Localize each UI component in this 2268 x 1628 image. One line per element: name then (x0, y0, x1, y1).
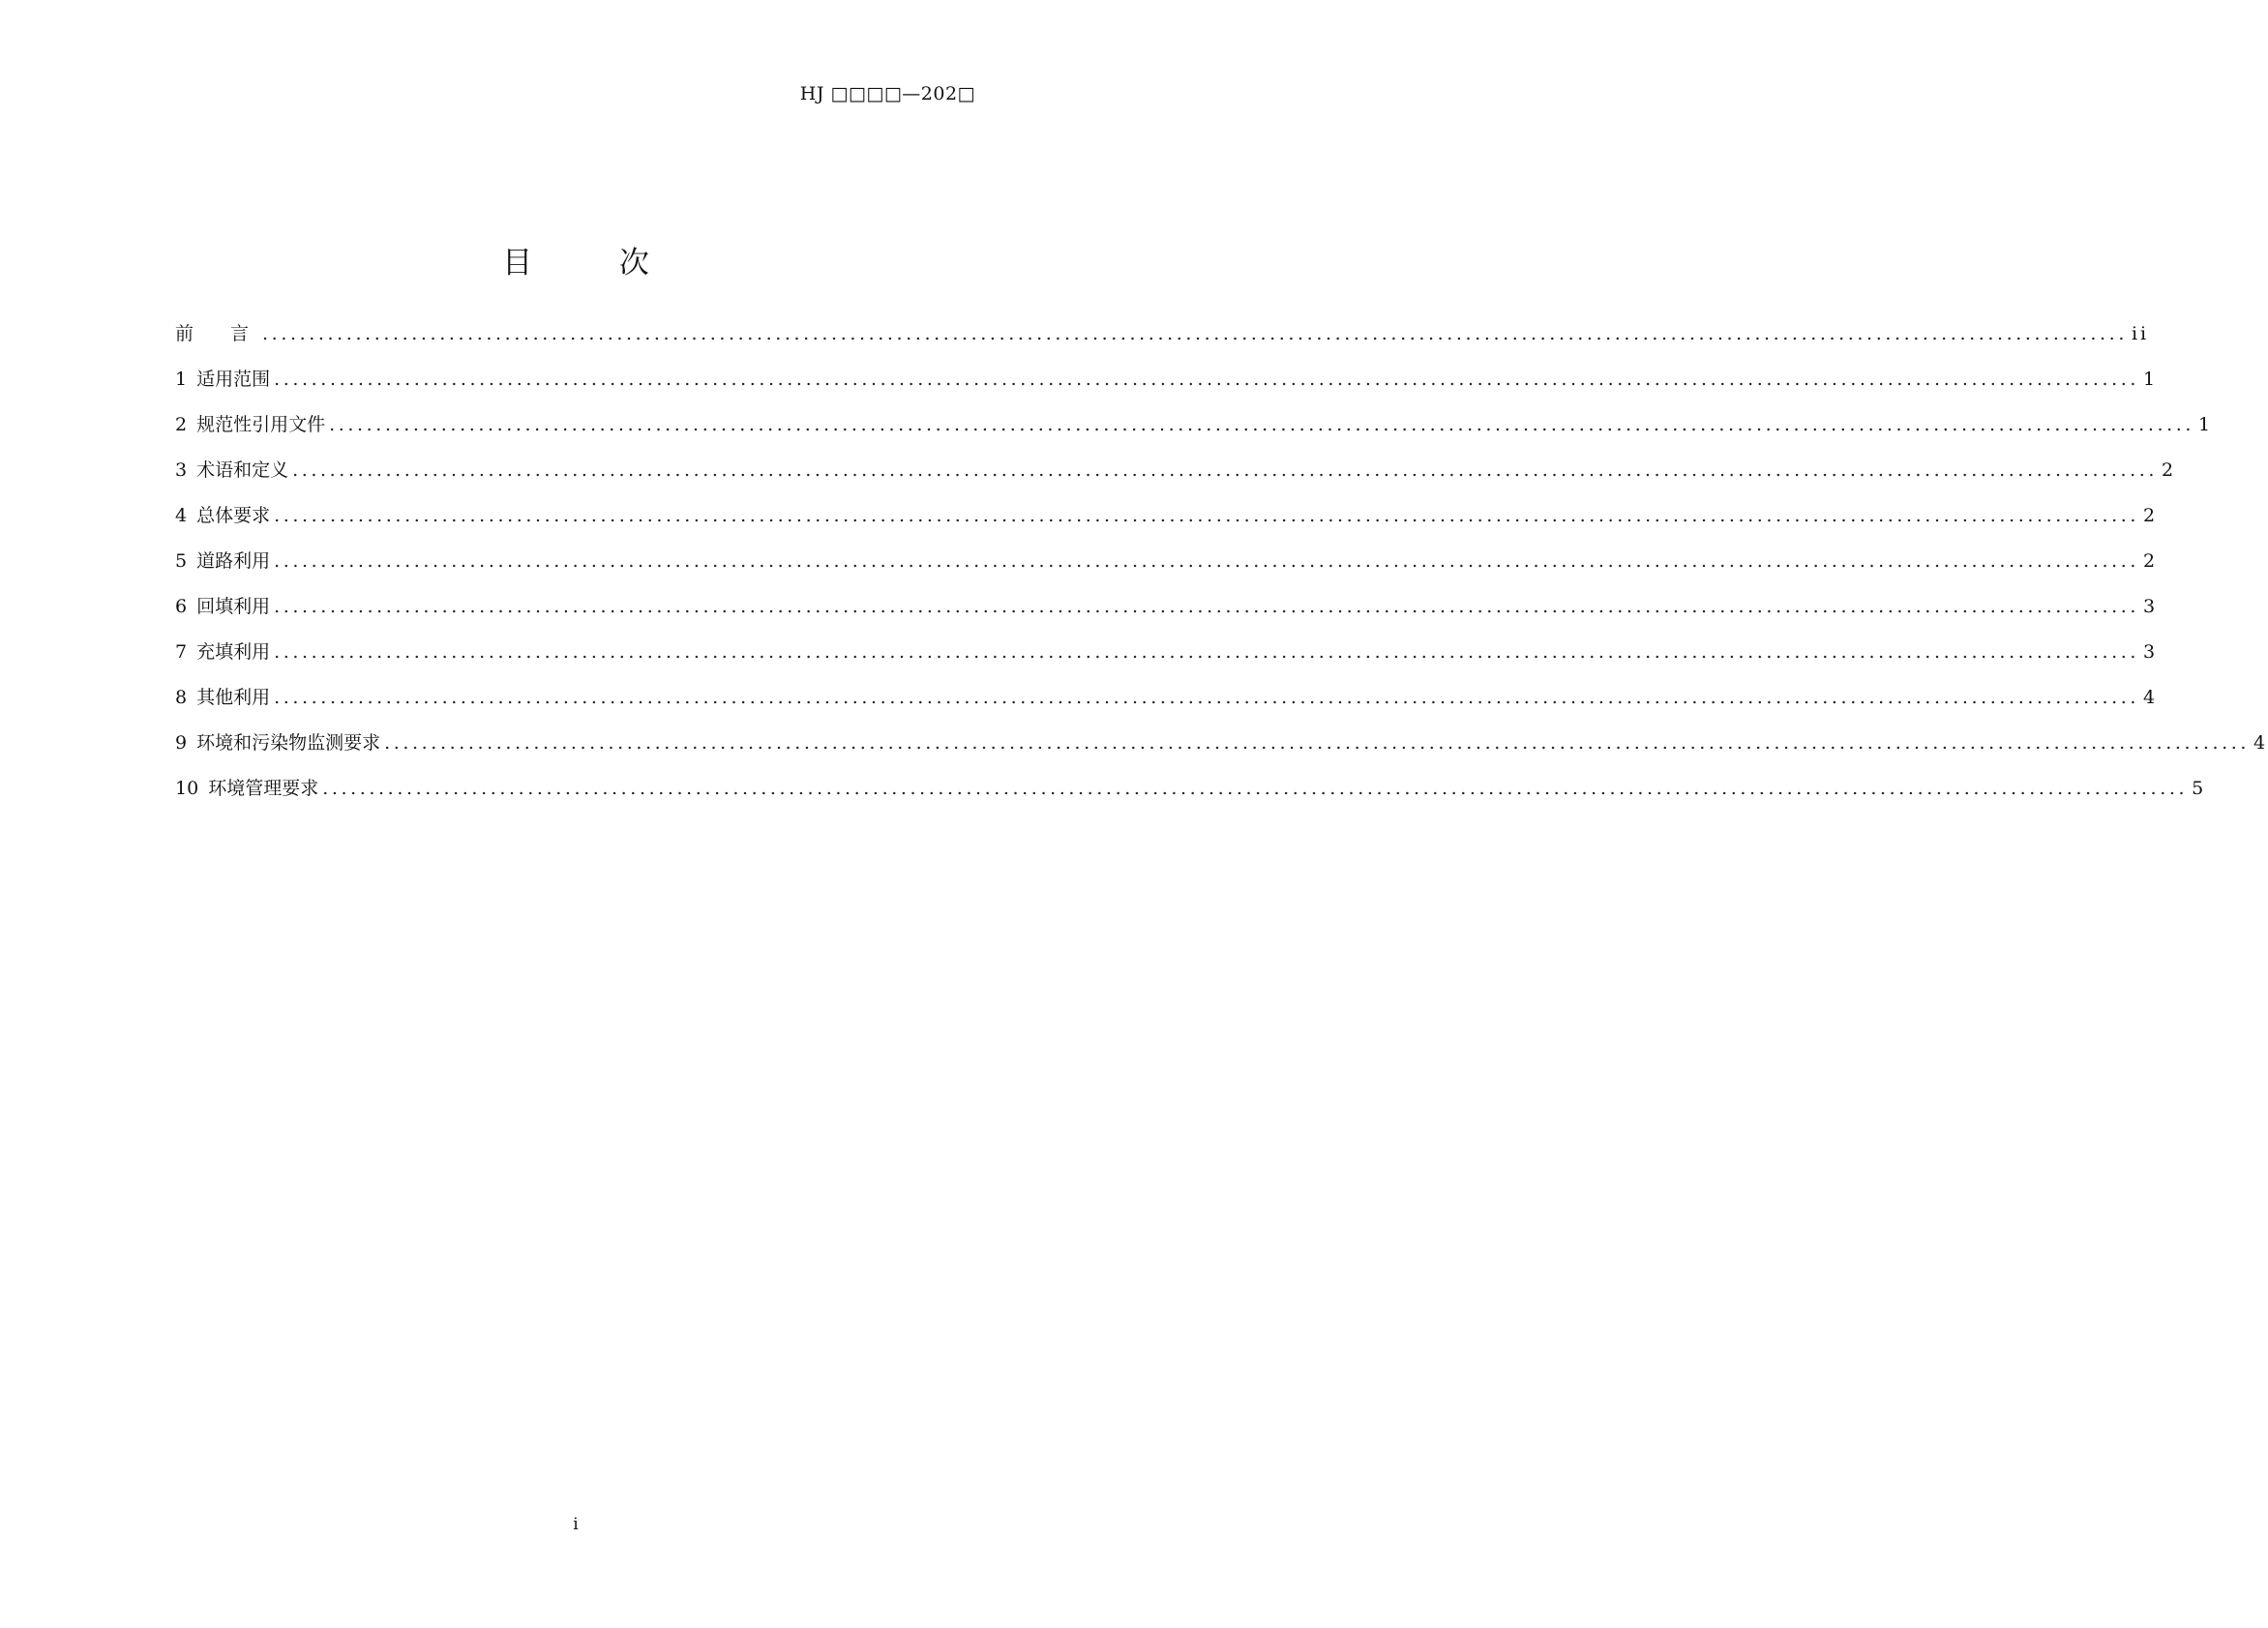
toc-entry-number: 10 (175, 778, 199, 799)
toc-entry-9[interactable] (175, 728, 2268, 774)
toc-entry-page: 5 (2192, 778, 2207, 799)
toc-entry-number: 6 (175, 596, 188, 617)
toc-entry-label: 道路利用 (196, 550, 271, 572)
toc-entry-label: 术语和定义 (196, 459, 289, 481)
toc-entry-preface[interactable] (175, 319, 2150, 365)
toc-entry-label: 规范性引用文件 (196, 414, 326, 435)
toc-leader-dots: ........................................................................................................................................................................................................ (274, 641, 2140, 663)
toc-entry-label: 适用范围 (196, 369, 271, 390)
toc-entry-page: 1 (2198, 414, 2214, 435)
toc-leader-dots: ........................................................................................................................................................................................................ (322, 778, 2189, 799)
toc-leader-dots: ........................................................................................................................................................................................................ (274, 369, 2140, 390)
toc-leader-dots: ........................................................................................................................................................................................................ (384, 732, 2251, 754)
toc-entry-page: ii (2131, 323, 2150, 344)
toc-leader-dots: ........................................................................................................................................................................................................ (274, 550, 2140, 572)
toc-entry-6[interactable] (175, 592, 2159, 637)
toc-entry-page: 2 (2143, 505, 2159, 526)
toc-entry-page: 3 (2143, 596, 2159, 617)
toc-entry-number: 9 (175, 732, 188, 754)
toc-entry-1[interactable] (175, 365, 2159, 410)
toc-entry-7[interactable] (175, 637, 2159, 683)
toc-leader-dots: ........................................................................................................................................................................................................ (274, 687, 2140, 708)
page-number: i (573, 1515, 579, 1534)
toc-leader-dots: ........................................................................................................................................................................................................ (292, 459, 2159, 481)
toc-entry-label: 前 言 (175, 323, 265, 344)
toc-entry-2[interactable] (175, 410, 2214, 456)
toc-leader-dots: ........................................................................................................................................................................................................ (274, 596, 2140, 617)
toc-leader-dots: ........................................................................................................................................................................................................ (329, 414, 2195, 435)
toc-entry-number: 7 (175, 641, 188, 663)
toc-entry-label: 其他利用 (196, 687, 271, 708)
toc-entry-label: 充填利用 (196, 641, 271, 663)
toc-list (175, 319, 2268, 819)
toc-entry-number: 3 (175, 459, 188, 481)
toc-entry-page: 4 (2253, 732, 2268, 754)
standard-code: HJ □□□□—202□ (799, 83, 975, 104)
toc-entry-label: 环境和污染物监测要求 (196, 732, 381, 754)
toc-leader-dots: ........................................................................................................................................................................................................ (262, 323, 2128, 344)
toc-entry-number: 8 (175, 687, 188, 708)
toc-entry-number: 1 (175, 369, 188, 390)
toc-entry-page: 2 (2143, 550, 2159, 572)
toc-leader-dots: ........................................................................................................................................................................................................ (274, 505, 2140, 526)
toc-entry-4[interactable] (175, 501, 2159, 547)
toc-title: 目 次 (502, 246, 688, 281)
toc-entry-10[interactable] (175, 774, 2207, 819)
toc-entry-label: 总体要求 (196, 505, 271, 526)
toc-entry-3[interactable] (175, 456, 2177, 501)
toc-entry-8[interactable] (175, 683, 2159, 728)
toc-entry-number: 2 (175, 414, 188, 435)
toc-entry-page: 1 (2143, 369, 2159, 390)
toc-entry-5[interactable] (175, 547, 2159, 592)
toc-entry-label: 环境管理要求 (208, 778, 319, 799)
toc-entry-page: 4 (2143, 687, 2159, 708)
toc-entry-page: 2 (2162, 459, 2177, 481)
toc-entry-number: 4 (175, 505, 188, 526)
toc-entry-number: 5 (175, 550, 188, 572)
toc-entry-label: 回填利用 (196, 596, 271, 617)
toc-entry-page: 3 (2143, 641, 2159, 663)
